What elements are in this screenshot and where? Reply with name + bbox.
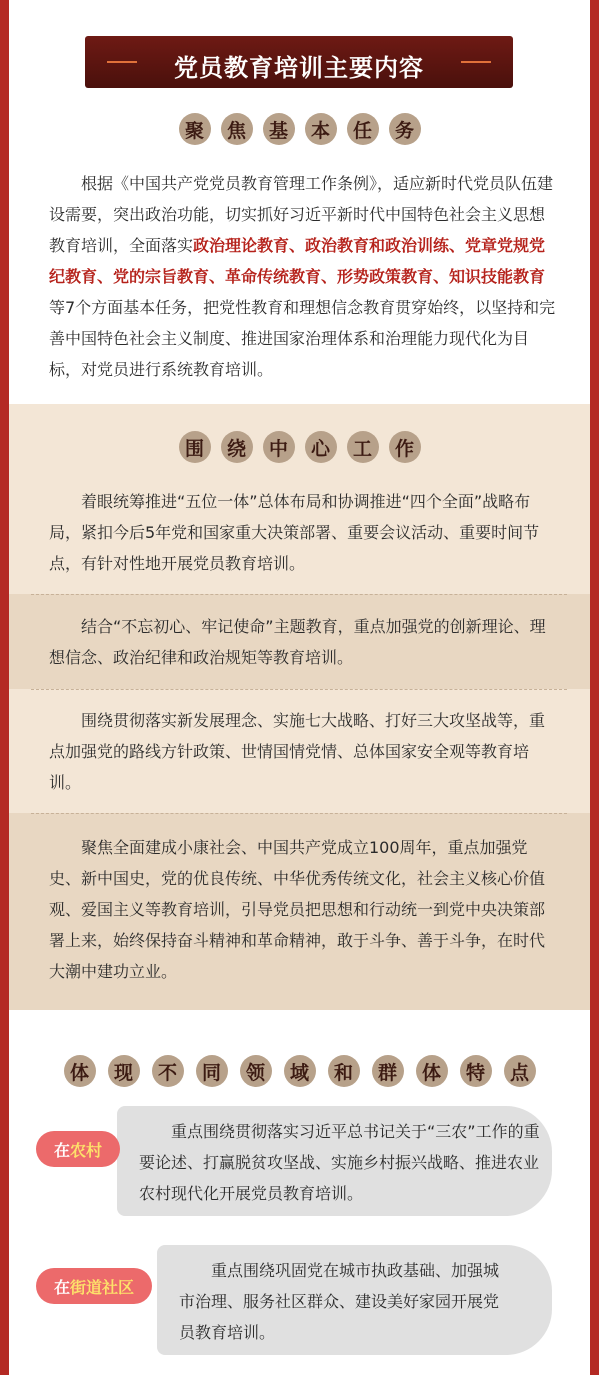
heading-char: 务 (389, 113, 421, 145)
tag-name: 农村 (70, 1140, 103, 1160)
heading-char: 不 (152, 1055, 184, 1087)
heading-char: 领 (240, 1055, 272, 1087)
dashed-divider (31, 813, 567, 814)
heading-char: 基 (263, 113, 295, 145)
tag-name: 街道社区 (70, 1277, 135, 1297)
page-title: 党员教育培训主要内容 (174, 54, 424, 82)
section-heading-basic-tasks (9, 113, 590, 145)
heading-char: 域 (284, 1055, 316, 1087)
dashed-divider (31, 594, 567, 595)
section-heading-different-fields (9, 1055, 590, 1087)
heading-char: 围 (179, 431, 211, 463)
heading-char: 焦 (221, 113, 253, 145)
content-panel (9, 0, 590, 1375)
title-banner (85, 36, 513, 88)
heading-char: 任 (347, 113, 379, 145)
highlighted-tasks: 政治理论教育、政治教育和政治训练、党章党规党纪教育、党的宗旨教育、革命传统教育、形势政策教育、知识技能教育 (49, 236, 546, 286)
heading-char: 中 (263, 431, 295, 463)
dashed-divider (31, 689, 567, 690)
section-heading-center-work (9, 431, 590, 463)
basic-tasks-paragraph (49, 168, 559, 385)
center-work-paragraph-3: 围绕贯彻落实新发展理念、实施七大战略、打好三大攻坚战等，重点加强党的路线方针政策、世情国情党情、总体国家安全观等教育培训。 (49, 711, 546, 792)
heading-char: 本 (305, 113, 337, 145)
rural-tag (36, 1131, 120, 1167)
center-work-paragraph-4: 聚焦全面建成小康社会、中国共产党成立100周年，重点加强党史、新中国史，党的优良传统、中华优秀传统文化，社会主义核心价值观、爱国主义等教育培训，引导党员把思想和行动统一到党中央决策部署上来，始终保持奋斗精神和革命精神，敢于斗争、善于斗争，在时代大潮中建功立业。 (49, 838, 546, 981)
heading-char: 现 (108, 1055, 140, 1087)
heading-char: 体 (64, 1055, 96, 1087)
paragraph-text: 等7个方面基本任务，把党性教育和理想信念教育贯穿始终，以坚持和完善中国特色社会主义制度、推进国家治理体系和治理能力现代化为目标，对党员进行系统教育培训。 (49, 298, 556, 379)
heading-char: 和 (328, 1055, 360, 1087)
heading-char: 作 (389, 431, 421, 463)
rural-text: 重点围绕贯彻落实习近平总书记关于“三农”工作的重要论述、打赢脱贫攻坚战、实施乡村振兴战略、推进农业农村现代化开展党员教育培训。 (139, 1122, 540, 1203)
street-community-text: 重点围绕巩固党在城市执政基础、加强城市治理、服务社区群众、建设美好家园开展党员教育培训。 (179, 1261, 500, 1342)
paragraph-text: 根据《中国共产党党员教育管理工作条例》，适应新时代党员队伍建设需要，突出政治功能，切实抓好习近平新时代中国特色社会主义思想教育培训，全面落实 (49, 174, 554, 255)
heading-char: 同 (196, 1055, 228, 1087)
street-community-card (157, 1245, 552, 1355)
tag-prefix: 在 (54, 1277, 71, 1297)
heading-char: 工 (347, 431, 379, 463)
tag-prefix: 在 (54, 1140, 71, 1160)
center-work-paragraph-2: 结合“不忘初心、牢记使命”主题教育，重点加强党的创新理论、理想信念、政治纪律和政治规矩等教育培训。 (49, 617, 546, 667)
heading-char: 体 (416, 1055, 448, 1087)
heading-char: 特 (460, 1055, 492, 1087)
heading-char: 心 (305, 431, 337, 463)
heading-char: 聚 (179, 113, 211, 145)
heading-char: 绕 (221, 431, 253, 463)
heading-char: 群 (372, 1055, 404, 1087)
heading-char: 点 (504, 1055, 536, 1087)
center-work-paragraph-1: 着眼统筹推进“五位一体”总体布局和协调推进“四个全面”战略布局，紧扣今后5年党和国家重大决策部署、重要会议活动、重要时间节点，有针对性地开展党员教育培训。 (49, 492, 540, 573)
rural-card (117, 1106, 552, 1216)
banner-right-dash (461, 61, 491, 63)
street-community-tag (36, 1268, 152, 1304)
